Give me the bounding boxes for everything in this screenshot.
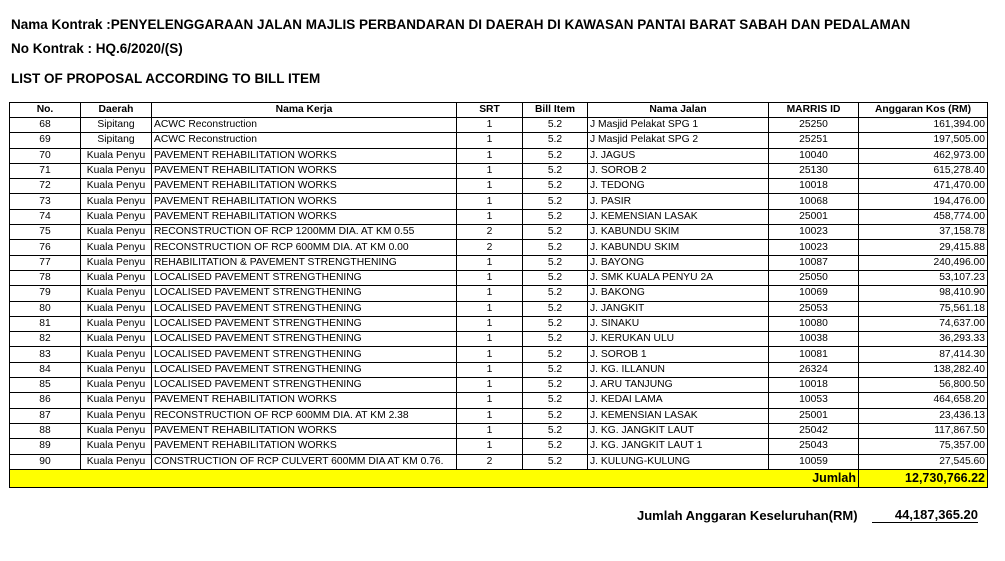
- table-row: [10, 148, 988, 163]
- cell-bill-item: 5.2: [523, 179, 588, 194]
- cell-marris-id: 10023: [769, 225, 859, 240]
- cell-daerah: Kuala Penyu: [81, 209, 152, 224]
- cell-srt: 1: [457, 194, 523, 209]
- cell-daerah: Kuala Penyu: [81, 179, 152, 194]
- list-title: LIST OF PROPOSAL ACCORDING TO BILL ITEM: [11, 71, 321, 86]
- table-row: [10, 301, 988, 316]
- cell-srt: 1: [457, 270, 523, 285]
- table-row: [10, 163, 988, 178]
- table-row: [10, 179, 988, 194]
- cell-daerah: Kuala Penyu: [81, 225, 152, 240]
- cell-marris-id: 25251: [769, 133, 859, 148]
- cell-srt: 1: [457, 332, 523, 347]
- table-row: [10, 378, 988, 393]
- cell-anggaran-kos: 37,158.78: [859, 225, 988, 240]
- col-header-nama-kerja: Nama Kerja: [152, 103, 457, 118]
- cell-no: 78: [10, 270, 81, 285]
- cell-nama-kerja: RECONSTRUCTION OF RCP 600MM DIA. AT KM 0.00: [152, 240, 457, 255]
- cell-anggaran-kos: 53,107.23: [859, 270, 988, 285]
- cell-daerah: Sipitang: [81, 133, 152, 148]
- cell-daerah: Kuala Penyu: [81, 332, 152, 347]
- cell-nama-jalan: J. KABUNDU SKIM: [588, 225, 769, 240]
- cell-srt: 2: [457, 454, 523, 469]
- cell-no: 68: [10, 118, 81, 133]
- cell-marris-id: 10087: [769, 255, 859, 270]
- cell-bill-item: 5.2: [523, 240, 588, 255]
- cell-nama-jalan: J. KEDAI LAMA: [588, 393, 769, 408]
- cell-srt: 1: [457, 301, 523, 316]
- cell-nama-kerja: PAVEMENT REHABILITATION WORKS: [152, 148, 457, 163]
- cell-nama-kerja: RECONSTRUCTION OF RCP 600MM DIA. AT KM 2.38: [152, 408, 457, 423]
- cell-nama-jalan: J. TEDONG: [588, 179, 769, 194]
- table-row: [10, 347, 988, 362]
- cell-nama-jalan: J. BAKONG: [588, 286, 769, 301]
- cell-anggaran-kos: 23,436.13: [859, 408, 988, 423]
- cell-daerah: Kuala Penyu: [81, 255, 152, 270]
- table-row: [10, 270, 988, 285]
- cell-srt: 1: [457, 439, 523, 454]
- cell-srt: 1: [457, 362, 523, 377]
- cell-anggaran-kos: 615,278.40: [859, 163, 988, 178]
- cell-nama-jalan: J. SINAKU: [588, 316, 769, 331]
- cell-no: 72: [10, 179, 81, 194]
- cell-anggaran-kos: 87,414.30: [859, 347, 988, 362]
- cell-bill-item: 5.2: [523, 163, 588, 178]
- table-row: [10, 393, 988, 408]
- table-row: [10, 118, 988, 133]
- cell-nama-kerja: LOCALISED PAVEMENT STRENGTHENING: [152, 378, 457, 393]
- proposal-table: [9, 102, 988, 488]
- cell-nama-jalan: J. JANGKIT: [588, 301, 769, 316]
- table-row: [10, 454, 988, 469]
- cell-marris-id: 25053: [769, 301, 859, 316]
- cell-no: 75: [10, 225, 81, 240]
- cell-no: 70: [10, 148, 81, 163]
- cell-bill-item: 5.2: [523, 439, 588, 454]
- cell-anggaran-kos: 464,658.20: [859, 393, 988, 408]
- cell-marris-id: 10038: [769, 332, 859, 347]
- cell-no: 69: [10, 133, 81, 148]
- cell-nama-kerja: PAVEMENT REHABILITATION WORKS: [152, 209, 457, 224]
- cell-marris-id: 10059: [769, 454, 859, 469]
- cell-nama-kerja: RECONSTRUCTION OF RCP 1200MM DIA. AT KM 0.55: [152, 225, 457, 240]
- cell-nama-jalan: J. KEMENSIAN LASAK: [588, 209, 769, 224]
- cell-nama-kerja: LOCALISED PAVEMENT STRENGTHENING: [152, 301, 457, 316]
- cell-bill-item: 5.2: [523, 301, 588, 316]
- table-row: [10, 439, 988, 454]
- cell-srt: 1: [457, 255, 523, 270]
- cell-daerah: Kuala Penyu: [81, 316, 152, 331]
- table-row: [10, 286, 988, 301]
- cell-bill-item: 5.2: [523, 454, 588, 469]
- cell-nama-kerja: REHABILITATION & PAVEMENT STRENGTHENING: [152, 255, 457, 270]
- cell-nama-kerja: LOCALISED PAVEMENT STRENGTHENING: [152, 362, 457, 377]
- cell-bill-item: 5.2: [523, 133, 588, 148]
- cell-marris-id: 10018: [769, 179, 859, 194]
- cell-nama-kerja: PAVEMENT REHABILITATION WORKS: [152, 439, 457, 454]
- cell-anggaran-kos: 138,282.40: [859, 362, 988, 377]
- cell-srt: 1: [457, 316, 523, 331]
- cell-nama-jalan: J. KEMENSIAN LASAK: [588, 408, 769, 423]
- cell-srt: 1: [457, 408, 523, 423]
- cell-daerah: Kuala Penyu: [81, 439, 152, 454]
- cell-nama-kerja: PAVEMENT REHABILITATION WORKS: [152, 423, 457, 438]
- cell-srt: 1: [457, 286, 523, 301]
- cell-daerah: Kuala Penyu: [81, 393, 152, 408]
- col-header-marris-id: MARRIS ID: [769, 103, 859, 118]
- cell-anggaran-kos: 462,973.00: [859, 148, 988, 163]
- table-row: [10, 316, 988, 331]
- cell-anggaran-kos: 240,496.00: [859, 255, 988, 270]
- cell-nama-kerja: ACWC Reconstruction: [152, 133, 457, 148]
- col-header-anggaran-kos: Anggaran Kos (RM): [859, 103, 988, 118]
- col-header-daerah: Daerah: [81, 103, 152, 118]
- cell-marris-id: 10080: [769, 316, 859, 331]
- grand-total-value: 44,187,365.20: [872, 508, 978, 523]
- cell-daerah: Kuala Penyu: [81, 362, 152, 377]
- table-row: [10, 362, 988, 377]
- cell-bill-item: 5.2: [523, 286, 588, 301]
- cell-no: 74: [10, 209, 81, 224]
- col-header-bill-item: Bill Item: [523, 103, 588, 118]
- table-row: [10, 423, 988, 438]
- cell-no: 77: [10, 255, 81, 270]
- cell-nama-jalan: J. PASIR: [588, 194, 769, 209]
- cell-nama-kerja: PAVEMENT REHABILITATION WORKS: [152, 194, 457, 209]
- cell-anggaran-kos: 75,561.18: [859, 301, 988, 316]
- cell-nama-kerja: LOCALISED PAVEMENT STRENGTHENING: [152, 347, 457, 362]
- cell-srt: 1: [457, 423, 523, 438]
- cell-srt: 2: [457, 225, 523, 240]
- cell-anggaran-kos: 471,470.00: [859, 179, 988, 194]
- cell-srt: 1: [457, 378, 523, 393]
- cell-no: 79: [10, 286, 81, 301]
- cell-nama-jalan: J. KERUKAN ULU: [588, 332, 769, 347]
- cell-no: 90: [10, 454, 81, 469]
- table-body: [10, 118, 988, 470]
- cell-anggaran-kos: 161,394.00: [859, 118, 988, 133]
- cell-daerah: Kuala Penyu: [81, 194, 152, 209]
- col-header-no: No.: [10, 103, 81, 118]
- cell-no: 73: [10, 194, 81, 209]
- cell-marris-id: 10018: [769, 378, 859, 393]
- cell-daerah: Kuala Penyu: [81, 347, 152, 362]
- table-row: [10, 408, 988, 423]
- cell-nama-jalan: J Masjid Pelakat SPG 2: [588, 133, 769, 148]
- table-row: [10, 225, 988, 240]
- cell-bill-item: 5.2: [523, 225, 588, 240]
- cell-nama-jalan: J. BAYONG: [588, 255, 769, 270]
- cell-daerah: Kuala Penyu: [81, 301, 152, 316]
- grand-total-label: Jumlah Anggaran Keseluruhan(RM): [637, 508, 858, 523]
- cell-nama-kerja: PAVEMENT REHABILITATION WORKS: [152, 393, 457, 408]
- cell-marris-id: 26324: [769, 362, 859, 377]
- cell-anggaran-kos: 197,505.00: [859, 133, 988, 148]
- total-label: Jumlah: [769, 469, 859, 487]
- cell-nama-kerja: CONSTRUCTION OF RCP CULVERT 600MM DIA AT KM 0.76.: [152, 454, 457, 469]
- cell-marris-id: 10081: [769, 347, 859, 362]
- cell-nama-jalan: J. KABUNDU SKIM: [588, 240, 769, 255]
- cell-daerah: Kuala Penyu: [81, 286, 152, 301]
- table-row: [10, 255, 988, 270]
- cell-no: 86: [10, 393, 81, 408]
- contract-number: No Kontrak : HQ.6/2020/(S): [11, 41, 183, 56]
- cell-marris-id: 25130: [769, 163, 859, 178]
- contract-name: Nama Kontrak :PENYELENGGARAAN JALAN MAJLIS PERBANDARAN DI DAERAH DI KAWASAN PANTAI BARAT SABAH DAN PEDALAMAN: [11, 17, 911, 32]
- cell-no: 88: [10, 423, 81, 438]
- col-header-nama-jalan: Nama Jalan: [588, 103, 769, 118]
- cell-anggaran-kos: 75,357.00: [859, 439, 988, 454]
- total-value: 12,730,766.22: [859, 469, 988, 487]
- cell-bill-item: 5.2: [523, 255, 588, 270]
- cell-no: 81: [10, 316, 81, 331]
- cell-marris-id: 10068: [769, 194, 859, 209]
- cell-marris-id: 10069: [769, 286, 859, 301]
- cell-no: 71: [10, 163, 81, 178]
- cell-daerah: Kuala Penyu: [81, 408, 152, 423]
- cell-marris-id: 10040: [769, 148, 859, 163]
- cell-marris-id: 25042: [769, 423, 859, 438]
- cell-nama-kerja: PAVEMENT REHABILITATION WORKS: [152, 163, 457, 178]
- cell-anggaran-kos: 98,410.90: [859, 286, 988, 301]
- total-row: [10, 469, 988, 487]
- cell-nama-jalan: J. JAGUS: [588, 148, 769, 163]
- cell-bill-item: 5.2: [523, 148, 588, 163]
- cell-nama-kerja: ACWC Reconstruction: [152, 118, 457, 133]
- table-row: [10, 240, 988, 255]
- cell-daerah: Kuala Penyu: [81, 378, 152, 393]
- cell-nama-kerja: PAVEMENT REHABILITATION WORKS: [152, 179, 457, 194]
- cell-nama-jalan: J. KG. JANGKIT LAUT: [588, 423, 769, 438]
- cell-srt: 1: [457, 133, 523, 148]
- cell-anggaran-kos: 29,415.88: [859, 240, 988, 255]
- table-row: [10, 209, 988, 224]
- cell-bill-item: 5.2: [523, 270, 588, 285]
- cell-bill-item: 5.2: [523, 194, 588, 209]
- cell-srt: 1: [457, 118, 523, 133]
- cell-anggaran-kos: 27,545.60: [859, 454, 988, 469]
- cell-marris-id: 10023: [769, 240, 859, 255]
- table-row: [10, 332, 988, 347]
- cell-srt: 1: [457, 179, 523, 194]
- cell-nama-jalan: J. SOROB 1: [588, 347, 769, 362]
- cell-nama-jalan: J Masjid Pelakat SPG 1: [588, 118, 769, 133]
- cell-anggaran-kos: 194,476.00: [859, 194, 988, 209]
- cell-no: 87: [10, 408, 81, 423]
- cell-no: 82: [10, 332, 81, 347]
- cell-no: 80: [10, 301, 81, 316]
- cell-daerah: Kuala Penyu: [81, 163, 152, 178]
- cell-nama-jalan: J. KG. ILLANUN: [588, 362, 769, 377]
- cell-bill-item: 5.2: [523, 347, 588, 362]
- cell-srt: 1: [457, 163, 523, 178]
- cell-marris-id: 25050: [769, 270, 859, 285]
- cell-marris-id: 25001: [769, 408, 859, 423]
- cell-no: 89: [10, 439, 81, 454]
- cell-nama-jalan: J. ARU TANJUNG: [588, 378, 769, 393]
- cell-marris-id: 25001: [769, 209, 859, 224]
- cell-nama-kerja: LOCALISED PAVEMENT STRENGTHENING: [152, 316, 457, 331]
- cell-srt: 1: [457, 148, 523, 163]
- cell-nama-jalan: J. KULUNG-KULUNG: [588, 454, 769, 469]
- cell-srt: 2: [457, 240, 523, 255]
- cell-nama-kerja: LOCALISED PAVEMENT STRENGTHENING: [152, 270, 457, 285]
- table-header-row: [10, 103, 988, 118]
- cell-bill-item: 5.2: [523, 332, 588, 347]
- cell-anggaran-kos: 117,867.50: [859, 423, 988, 438]
- cell-bill-item: 5.2: [523, 316, 588, 331]
- cell-bill-item: 5.2: [523, 393, 588, 408]
- cell-nama-jalan: J. SOROB 2: [588, 163, 769, 178]
- cell-daerah: Kuala Penyu: [81, 148, 152, 163]
- cell-daerah: Sipitang: [81, 118, 152, 133]
- cell-bill-item: 5.2: [523, 423, 588, 438]
- cell-marris-id: 25250: [769, 118, 859, 133]
- cell-anggaran-kos: 56,800.50: [859, 378, 988, 393]
- cell-bill-item: 5.2: [523, 378, 588, 393]
- cell-no: 85: [10, 378, 81, 393]
- cell-anggaran-kos: 458,774.00: [859, 209, 988, 224]
- table-row: [10, 133, 988, 148]
- cell-srt: 1: [457, 347, 523, 362]
- cell-anggaran-kos: 36,293.33: [859, 332, 988, 347]
- cell-daerah: Kuala Penyu: [81, 270, 152, 285]
- cell-bill-item: 5.2: [523, 118, 588, 133]
- cell-srt: 1: [457, 209, 523, 224]
- col-header-srt: SRT: [457, 103, 523, 118]
- cell-no: 84: [10, 362, 81, 377]
- cell-daerah: Kuala Penyu: [81, 423, 152, 438]
- cell-marris-id: 25043: [769, 439, 859, 454]
- cell-daerah: Kuala Penyu: [81, 454, 152, 469]
- cell-srt: 1: [457, 393, 523, 408]
- table-row: [10, 194, 988, 209]
- cell-bill-item: 5.2: [523, 408, 588, 423]
- cell-marris-id: 10053: [769, 393, 859, 408]
- cell-bill-item: 5.2: [523, 362, 588, 377]
- cell-nama-jalan: J. KG. JANGKIT LAUT 1: [588, 439, 769, 454]
- cell-no: 76: [10, 240, 81, 255]
- cell-anggaran-kos: 74,637.00: [859, 316, 988, 331]
- cell-no: 83: [10, 347, 81, 362]
- cell-nama-kerja: LOCALISED PAVEMENT STRENGTHENING: [152, 332, 457, 347]
- cell-nama-kerja: LOCALISED PAVEMENT STRENGTHENING: [152, 286, 457, 301]
- total-row-spacer: [10, 469, 769, 487]
- cell-bill-item: 5.2: [523, 209, 588, 224]
- cell-nama-jalan: J. SMK KUALA PENYU 2A: [588, 270, 769, 285]
- cell-daerah: Kuala Penyu: [81, 240, 152, 255]
